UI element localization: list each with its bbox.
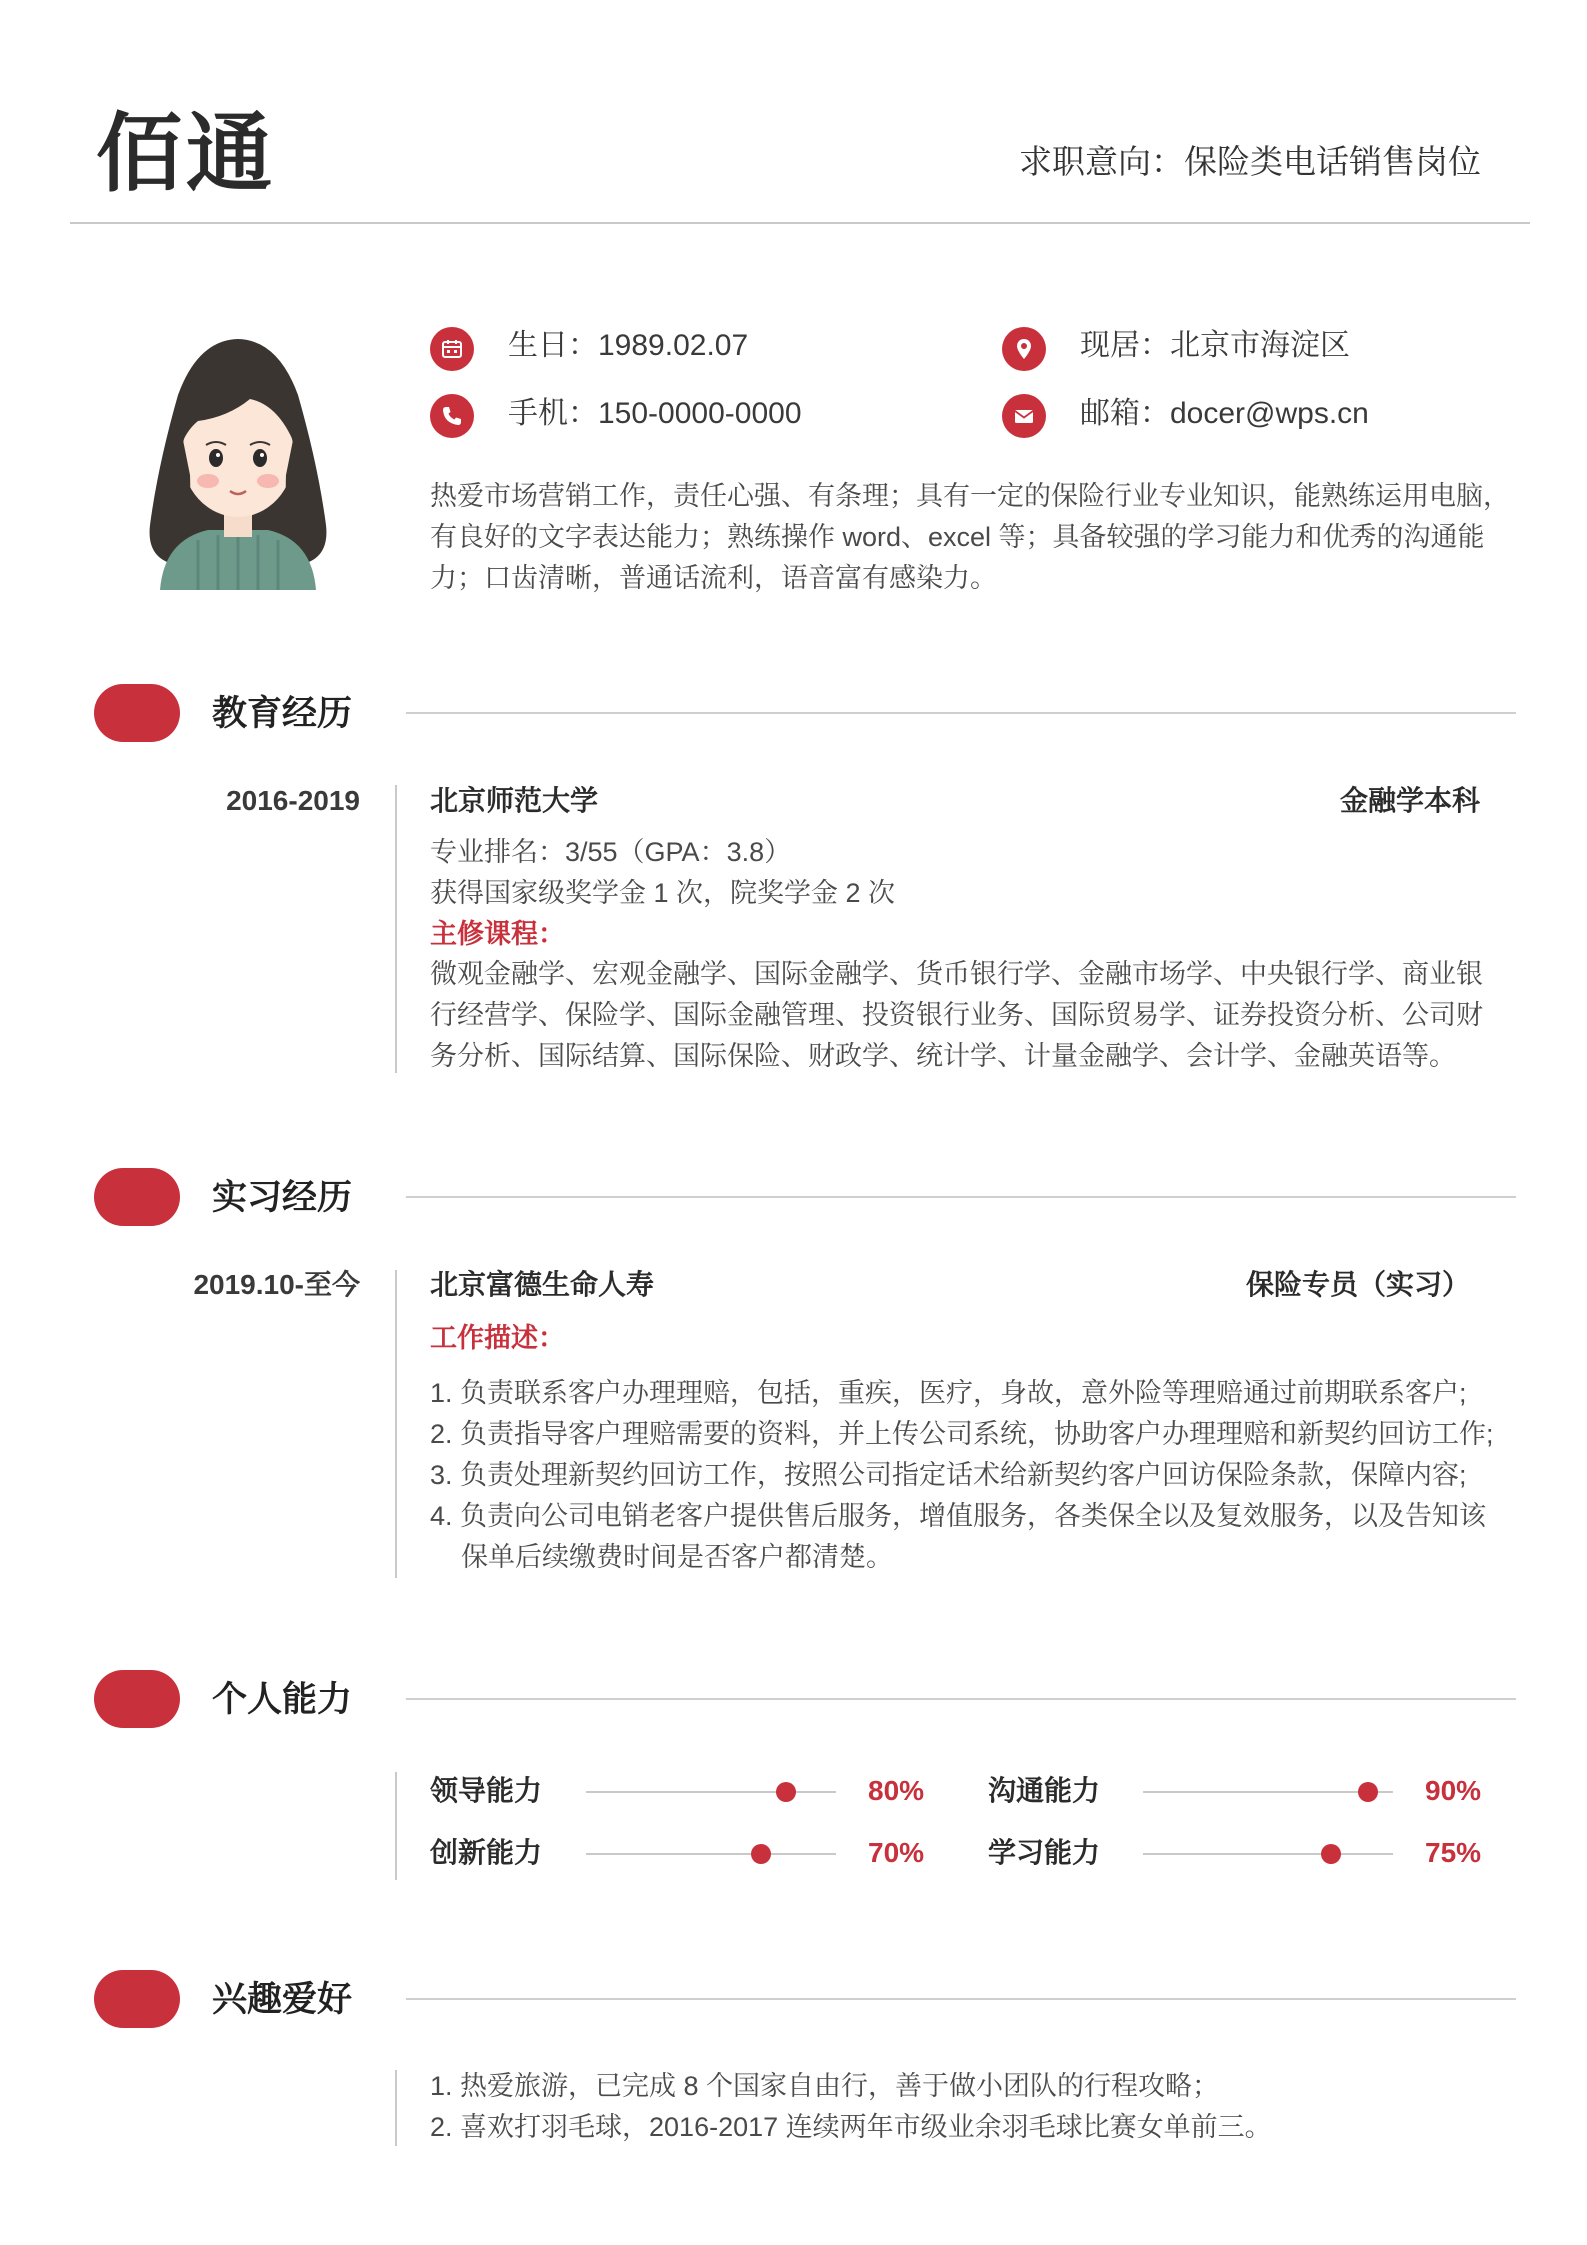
education-date: 2016-2019 [226,785,360,816]
skill-value: 90% [1425,1775,1482,1806]
section-marker [94,684,180,742]
section-divider [406,1698,1516,1700]
skill-value: 75% [1425,1837,1482,1868]
section-marker [94,1970,180,2028]
skill-name: 创新能力 [430,1837,543,1868]
skill-level-dot [751,1844,771,1864]
list-item: 1. 热爱旅游，已完成 8 个国家自由行，善于做小团队的行程攻略； [430,2071,1220,2101]
timeline-line [395,1270,397,1578]
summary [430,476,1530,599]
courses-line: 行经营学、保险学、国际金融管理、投资银行业务、国际贸易学、证券投资分析、公司财 [430,1000,1483,1030]
skill-track [1143,1853,1393,1855]
education-details [430,832,1530,1077]
list-item: 2. 负责指导客户理赔需要的资料，并上传公司系统，协助客户办理理赔和新契约回访工作; [430,1419,1494,1449]
mail-icon [1002,394,1046,438]
degree: 金融学本科 [1339,785,1480,816]
education-line: 专业排名：3/55（GPA：3.8） [430,837,792,867]
summary-line: 热爱市场营销工作，责任心强、有条理；具有一定的保险行业专业知识，能熟练运用电脑， [430,481,1510,511]
company-name: 北京富德生命人寿 [430,1269,655,1300]
section-title-internship: 实习经历 [212,1178,353,1217]
section-marker [94,1670,180,1728]
list-item: 4. 负责向公司电销老客户提供售后服务，增值服务，各类保全以及复效服务，以及告知该 [430,1501,1487,1531]
courses-line: 微观金融学、宏观金融学、国际金融学、货币银行学、金融市场学、中央银行学、商业银 [430,959,1483,989]
hobbies-list [430,2066,1530,2148]
section-divider [406,712,1516,714]
section-divider [406,1998,1516,2000]
skill-level-dot [776,1782,796,1802]
timeline-line [395,1772,397,1880]
list-item: 保单后续缴费时间是否客户都清楚。 [461,1542,893,1572]
skill-level-dot [1358,1782,1378,1802]
candidate-name: 佰通 [96,106,276,202]
skill-name: 沟通能力 [988,1775,1101,1806]
birthday-text: 生日：1989.02.07 [508,329,749,362]
skill-track [586,1791,836,1793]
phone-text: 手机：150-0000-0000 [508,397,802,430]
section-marker [94,1168,180,1226]
skill-name: 领导能力 [430,1775,543,1806]
residence-text: 现居：北京市海淀区 [1080,329,1350,362]
phone-icon [430,394,474,438]
section-divider [406,1196,1516,1198]
skill-level-dot [1321,1844,1341,1864]
section-title-skills: 个人能力 [212,1680,353,1719]
school-name: 北京师范大学 [430,785,599,816]
email-text: 邮箱：docer@wps.cn [1080,397,1369,430]
job-role: 保险专员（实习） [1245,1269,1470,1300]
skill-value: 80% [868,1775,925,1806]
location-pin-icon [1002,327,1046,371]
timeline-line [395,785,397,1073]
work-desc-label: 工作描述： [430,1323,565,1353]
skill-track [1143,1791,1393,1793]
header-divider [70,222,1530,224]
calendar-icon [430,327,474,371]
list-item: 1. 负责联系客户办理理赔，包括，重疾，医疗，身故，意外险等理赔通过前期联系客户; [430,1378,1467,1408]
internship-date: 2019.10-至今 [193,1269,360,1300]
timeline-line [395,2070,397,2146]
section-title-education: 教育经历 [212,694,353,733]
skill-name: 学习能力 [988,1837,1101,1868]
courses-label: 主修课程： [430,919,565,949]
avatar [138,325,338,590]
summary-line: 有良好的文字表达能力；熟练操作 word、excel 等；具备较强的学习能力和优秀的沟通能 [430,522,1485,552]
summary-line: 力；口齿清晰，普通话流利，语音富有感染力。 [430,563,997,593]
list-item: 3. 负责处理新契约回访工作，按照公司指定话术给新契约客户回访保险条款，保障内容; [430,1460,1467,1490]
courses-line: 务分析、国际结算、国际保险、财政学、统计学、计量金融学、会计学、金融英语等。 [430,1041,1456,1071]
work-desc-list [430,1373,1550,1578]
education-line: 获得国家级奖学金 1 次，院奖学金 2 次 [430,878,896,908]
section-title-hobbies: 兴趣爱好 [212,1980,353,2019]
skill-value: 70% [868,1837,925,1868]
list-item: 2. 喜欢打羽毛球，2016-2017 连续两年市级业余羽毛球比赛女单前三。 [430,2112,1272,2142]
job-intent: 求职意向：保险类电话销售岗位 [1019,143,1481,180]
skill-track [586,1853,836,1855]
